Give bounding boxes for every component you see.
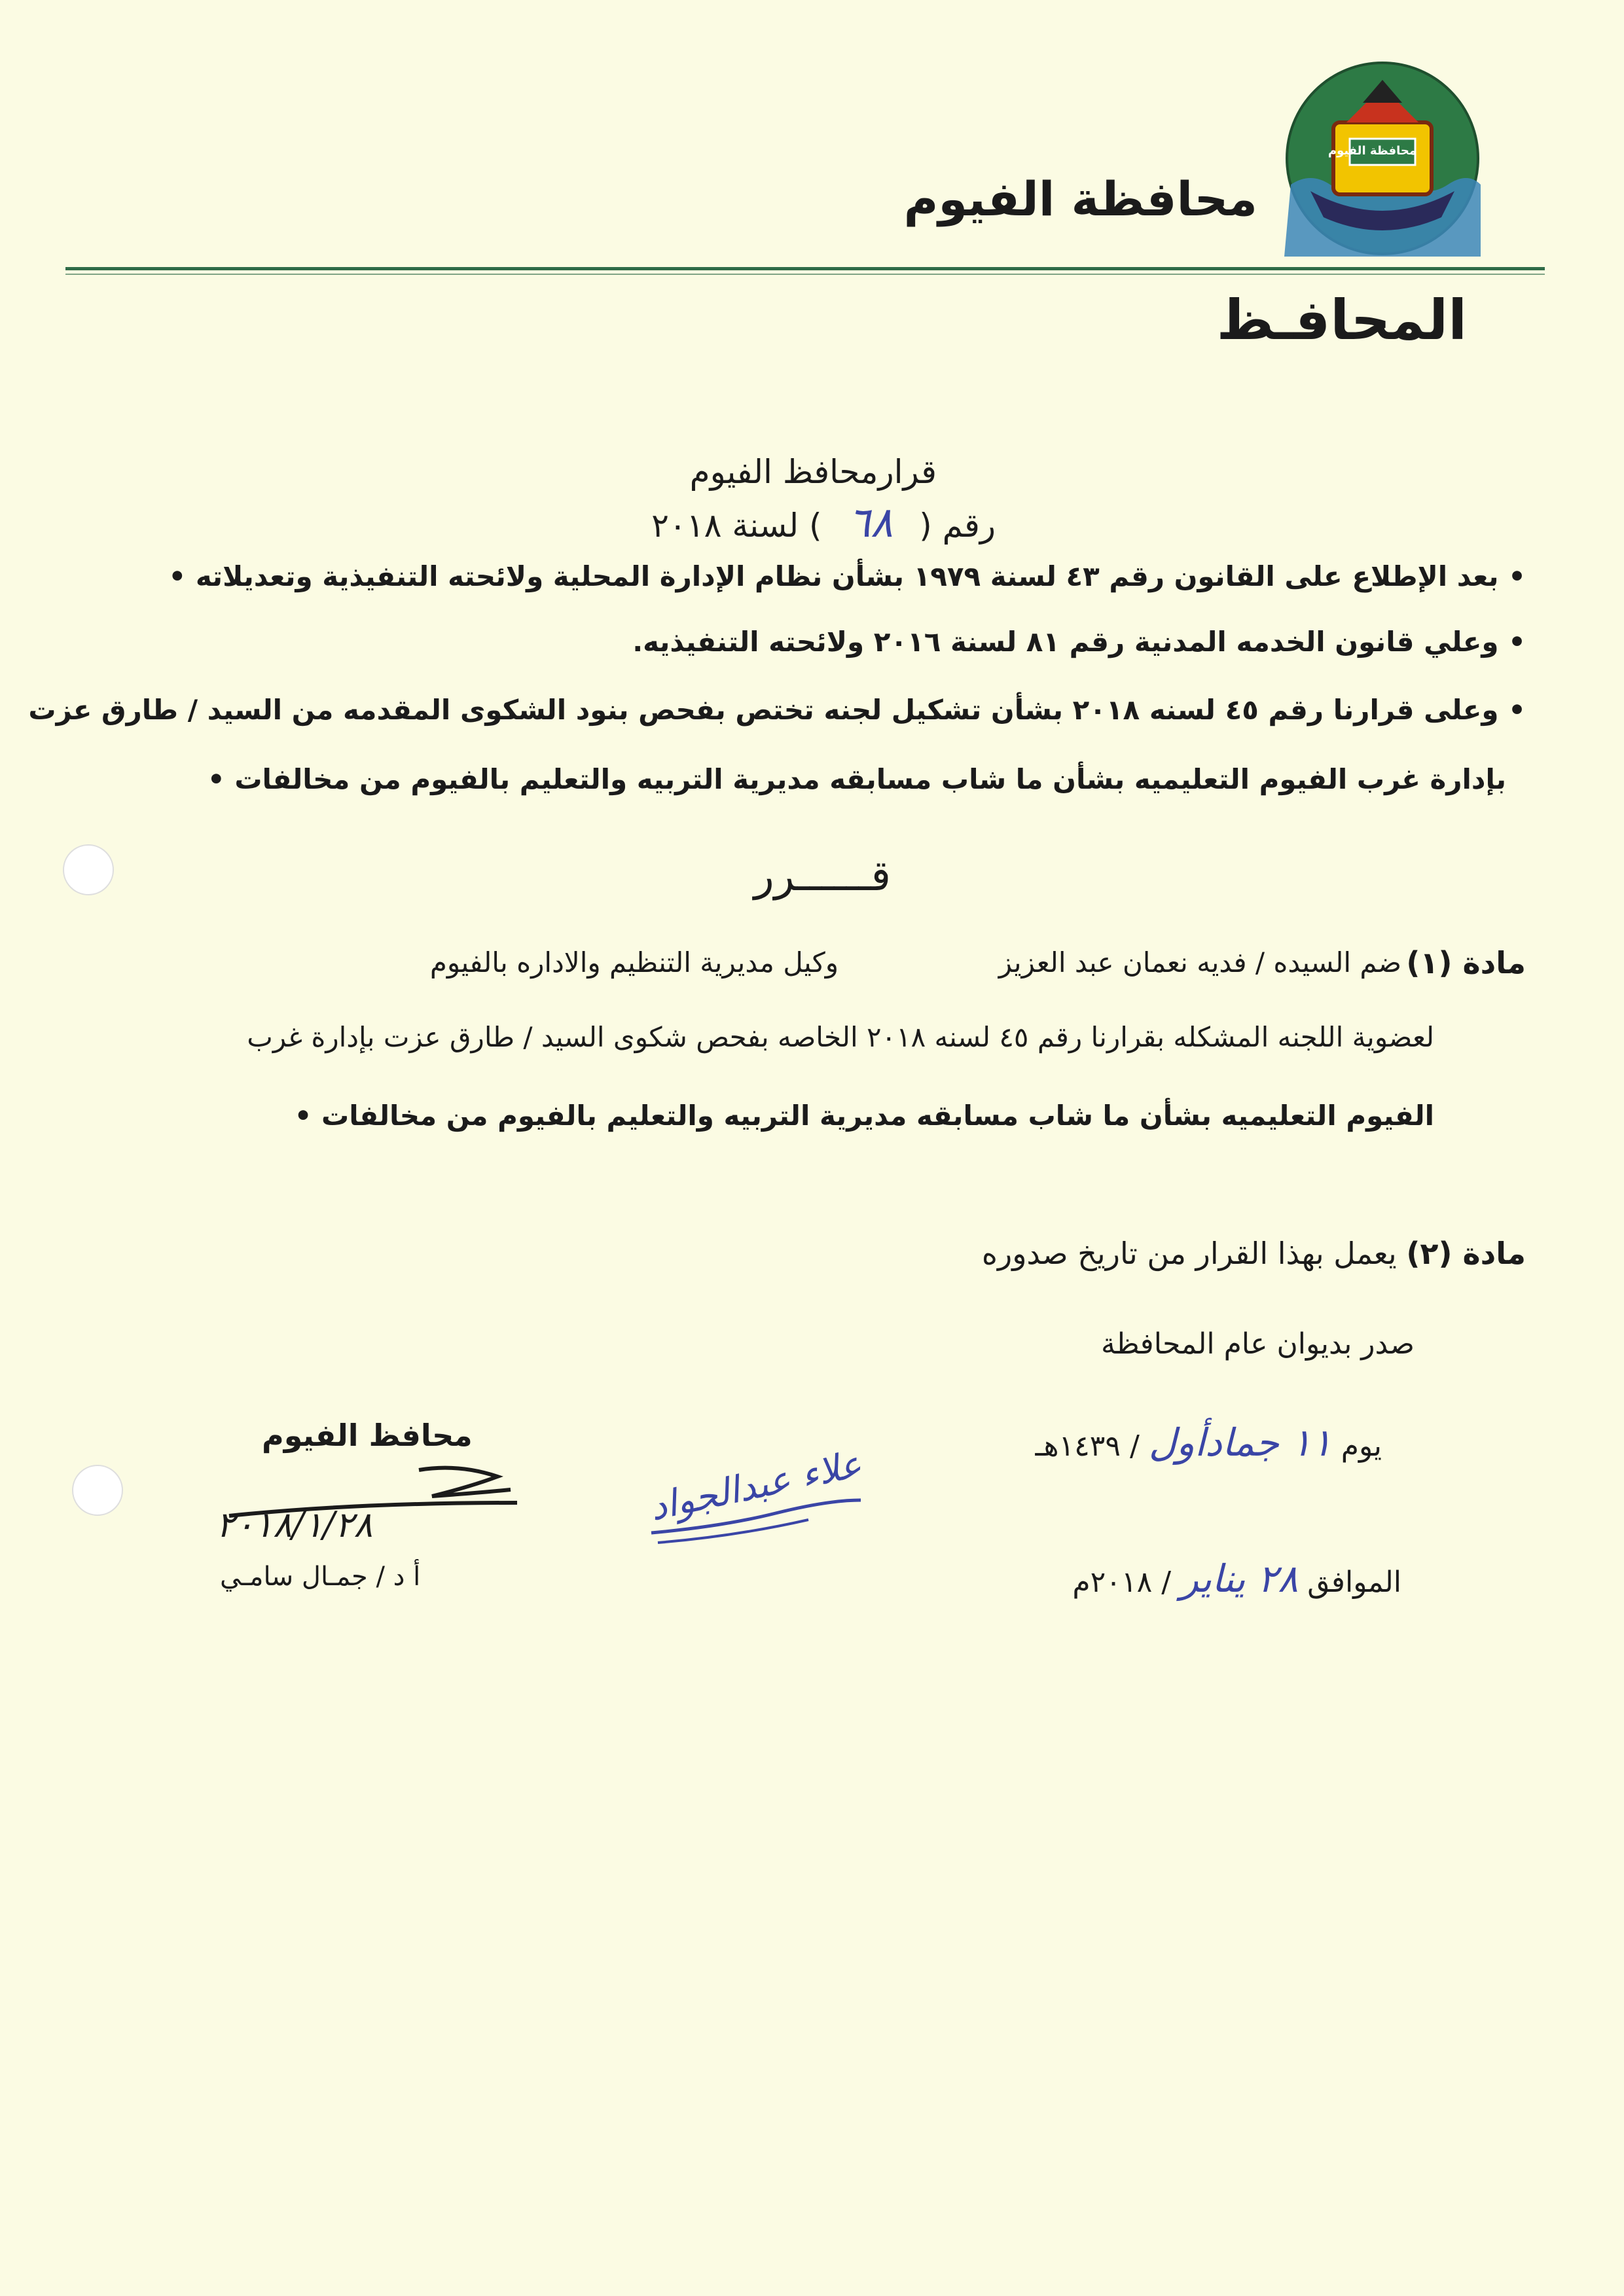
header-rule-thin [65, 274, 1545, 275]
preamble-line-4: بإدارة غرب الفيوم التعليميه بشأن ما شاب مسابقه مديرية التربيه والتعليم بالفيوم من مخالفات • [207, 763, 1506, 795]
issued-gregorian-date [1072, 1556, 1401, 1601]
governor-date-handwritten: ٢٠١٨/١/٢٨ [216, 1504, 373, 1545]
preamble-line-1: • بعد الإطلاع على القانون رقم ٤٣ لسنة ١٩٧٩ بشأن نظام الإدارة المحلية ولائحته التنفيذية وتعديلاته • [168, 560, 1526, 592]
issued-gregorian-prefix: الموافق [1307, 1566, 1401, 1599]
article-2-text: يعمل بهذا القرار من تاريخ صدوره [981, 1236, 1397, 1271]
decision-number-suffix: ) لسنة ٢٠١٨ [651, 507, 822, 545]
office-title: المحافـظ [1216, 288, 1467, 352]
article-2-label: مادة (٢) [1406, 1236, 1526, 1271]
decides-heading: قــــــرر [753, 852, 891, 901]
decision-number-line [651, 499, 996, 547]
article-1-label: مادة (١) [1406, 945, 1526, 980]
article-1-nominee-title: وكيل مديرية التنظيم والاداره بالفيوم [429, 946, 839, 978]
article-1-nominee: ضم السيده / فديه نعمان عبد العزيز [998, 946, 1401, 978]
preamble-line-3: • وعلى قرارنا رقم ٤٥ لسنه ٢٠١٨ بشأن تشكيل لجنه تختص بفحص بنود الشكوى المقدمه من السيد / طارق عزت [28, 694, 1526, 726]
governor-name: أ د / جمـال سامـي [220, 1562, 421, 1592]
article-1-line-3: الفيوم التعليميه بشأن ما شاب مسابقه مديرية التربيه والتعليم بالفيوم من مخالفات • [294, 1100, 1434, 1132]
middle-signature: علاء عبدالجواد [645, 1443, 866, 1530]
issued-hijri-year: / ١٤٣٩هـ [1035, 1429, 1140, 1463]
issued-day-prefix: يوم [1341, 1429, 1382, 1463]
hole-punch-bottom [72, 1465, 123, 1516]
decision-title: قرارمحافظ الفيوم [689, 453, 937, 491]
governorate-name: محافظة الفيوم [903, 171, 1257, 226]
governorate-logo [1284, 60, 1481, 257]
issued-hijri-date [1035, 1420, 1382, 1465]
issued-hijri-handwritten: ١١ جمادأول [1148, 1420, 1332, 1465]
preamble-line-2: • وعلي قانون الخدمه المدنية رقم ٨١ لسنة ٢٠١٦ ولائحته التنفيذيه. [632, 626, 1526, 658]
logo-text: محافظة الفيوم [1327, 144, 1416, 158]
article-1-line-2: لعضوية اللجنه المشكله بقرارنا رقم ٤٥ لسنه ٢٠١٨ الخاصه بفحص شكوى السيد / طارق عزت بإدارة غرب [247, 1021, 1434, 1053]
decision-number-prefix: رقم ( [919, 507, 996, 545]
header-rule [65, 267, 1545, 270]
issued-place: صدر بديوان عام المحافظة [1100, 1327, 1415, 1361]
middle-signature-stroke [645, 1480, 867, 1555]
issued-gregorian-handwritten: ٢٨ يناير [1180, 1556, 1299, 1601]
governor-title: محافظ الفيوم [262, 1418, 473, 1453]
hole-punch-top [63, 844, 114, 895]
decision-number-value: ٦٨ [848, 499, 893, 547]
issued-gregorian-year: / ٢٠١٨م [1072, 1566, 1172, 1599]
article-2 [982, 1236, 1526, 1271]
